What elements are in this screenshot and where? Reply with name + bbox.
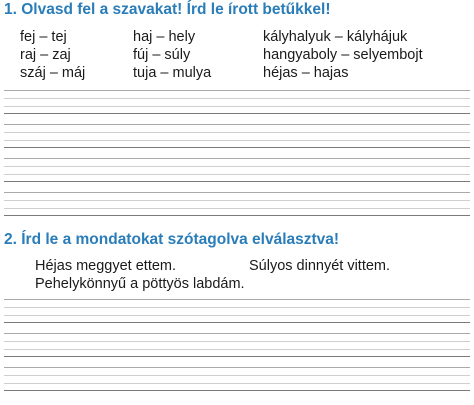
word-pair: héjas – hajas	[263, 65, 349, 81]
writing-line	[4, 383, 470, 384]
writing-line	[4, 90, 470, 91]
writing-line-base	[4, 356, 470, 357]
writing-line	[4, 158, 470, 159]
sentence: Pehelykönnyű a pöttyös labdám.	[35, 276, 245, 292]
word-pair: hangyaboly – selyembojt	[263, 47, 423, 63]
writing-line	[4, 307, 470, 308]
writing-line	[4, 200, 470, 201]
writing-line	[4, 192, 470, 193]
word-pair: tuja – mulya	[133, 65, 212, 81]
writing-line	[4, 208, 470, 209]
writing-line	[4, 299, 470, 300]
writing-line	[4, 375, 470, 376]
sentence: Súlyos dinnyét vittem.	[249, 258, 391, 274]
word-pair: száj – máj	[20, 65, 86, 81]
writing-line	[4, 166, 470, 167]
word-pair: fúj – súly	[133, 47, 191, 63]
word-pair: raj – zaj	[20, 47, 71, 63]
word-pair: haj – hely	[133, 29, 196, 45]
writing-line	[4, 333, 470, 334]
writing-line	[4, 341, 470, 342]
writing-line	[4, 349, 470, 350]
exercise-1-title: 1. Olvasd fel a szavakat! Írd le írott betűkkel!	[4, 1, 331, 18]
writing-line-base	[4, 113, 470, 114]
writing-line-base	[4, 390, 470, 391]
word-pair: fej – tej	[20, 29, 67, 45]
writing-line	[4, 174, 470, 175]
writing-line	[4, 98, 470, 99]
writing-line	[4, 132, 470, 133]
exercise-2-title: 2. Írd le a mondatokat szótagolva elválasztva!	[4, 231, 340, 248]
writing-line	[4, 124, 470, 125]
writing-line-base	[4, 147, 470, 148]
writing-line-base	[4, 181, 470, 182]
writing-line	[4, 315, 470, 316]
writing-line	[4, 106, 470, 107]
sentence: Héjas meggyet ettem.	[35, 258, 177, 274]
word-pair: kályhalyuk – kályhájuk	[263, 29, 408, 45]
writing-line-base	[4, 215, 470, 216]
writing-line-base	[4, 322, 470, 323]
writing-line	[4, 140, 470, 141]
writing-line	[4, 367, 470, 368]
